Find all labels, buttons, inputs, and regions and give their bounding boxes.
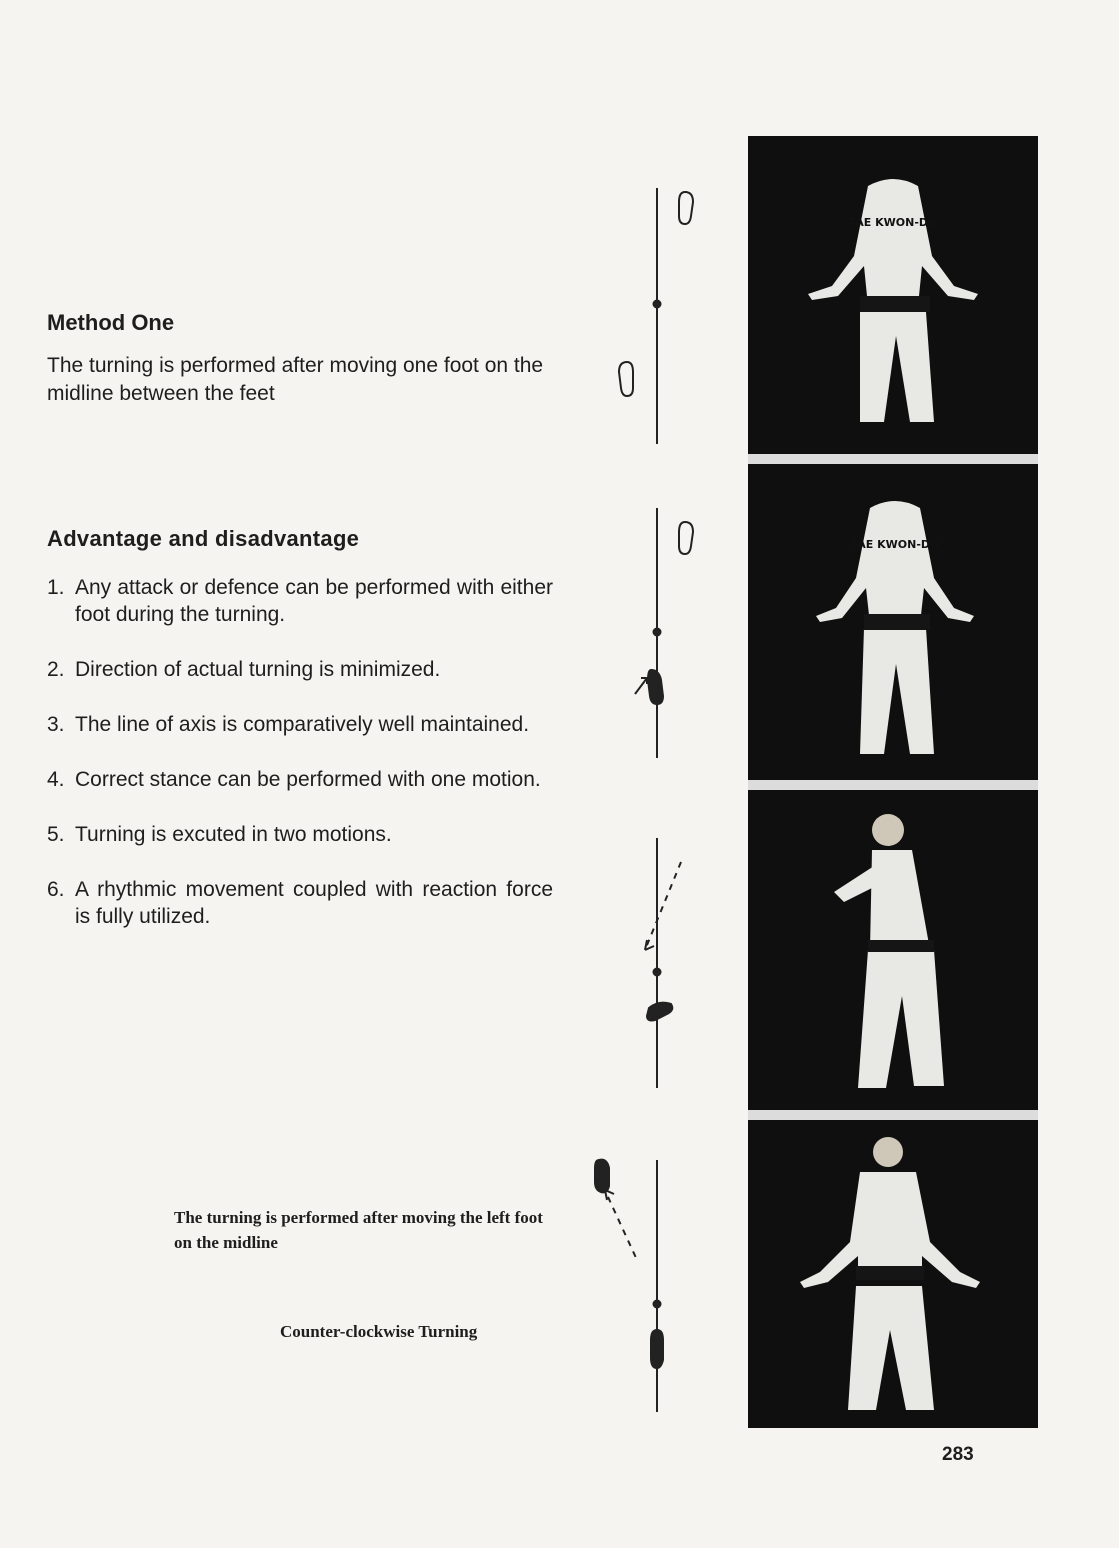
list-item	[47, 876, 553, 930]
footprint-icon	[595, 1160, 609, 1193]
method-description: The turning is performed after moving one foot on the midline between the feet	[47, 354, 544, 405]
list-item-number: 1.	[47, 576, 65, 599]
advantages-heading: Advantage and disadvantage	[47, 526, 360, 551]
list-item	[47, 574, 553, 628]
photo-back-stance	[748, 136, 1038, 454]
footprint-icon	[651, 1330, 663, 1368]
photo-strip	[748, 136, 1038, 1428]
diagram-step-4	[595, 1160, 663, 1412]
list-item	[47, 821, 553, 848]
footprint-icon	[647, 1003, 672, 1021]
list-item-text: Correct stance can be performed with one motion.	[75, 768, 541, 791]
diagram-step-1	[619, 188, 693, 444]
list-item-text: The line of axis is comparatively well maintained.	[75, 713, 530, 736]
list-item-text: Turning is excuted in two motions.	[75, 823, 392, 846]
figure-caption: The turning is performed after moving the left foot on the midline	[174, 1208, 543, 1252]
uniform-logo-text: TAE KWON-DO	[848, 216, 938, 229]
list-item-text: Any attack or defence can be performed with either foot during the turning.	[75, 576, 553, 626]
diagram-step-3	[645, 838, 681, 1088]
footprint-icon	[679, 522, 693, 554]
footprint-diagram	[585, 180, 725, 1420]
footprint-icon	[648, 670, 663, 704]
photo-back-turning	[748, 464, 1038, 780]
list-item-number: 6.	[47, 878, 65, 901]
list-item	[47, 766, 553, 793]
figure-subcaption: Counter-clockwise Turning	[280, 1322, 478, 1341]
footprint-icon	[679, 192, 693, 224]
advantages-list	[47, 574, 553, 958]
footprint-icon	[619, 362, 633, 396]
photo-front-ready	[748, 1120, 1038, 1428]
list-item-number: 4.	[47, 768, 65, 791]
list-item	[47, 711, 553, 738]
photo-side-guard	[748, 790, 1038, 1110]
uniform-logo-text: TAE KWON-DO	[850, 538, 940, 551]
list-item-number: 2.	[47, 658, 65, 681]
diagram-step-2	[635, 508, 693, 758]
list-item	[47, 656, 553, 683]
list-item-number: 5.	[47, 823, 65, 846]
list-item-text: A rhythmic movement coupled with reaction force is fully utilized.	[75, 878, 553, 928]
list-item-number: 3.	[47, 713, 65, 736]
method-heading: Method One	[47, 310, 175, 335]
list-item-text: Direction of actual turning is minimized.	[75, 658, 441, 681]
page-number: 283	[942, 1444, 974, 1465]
